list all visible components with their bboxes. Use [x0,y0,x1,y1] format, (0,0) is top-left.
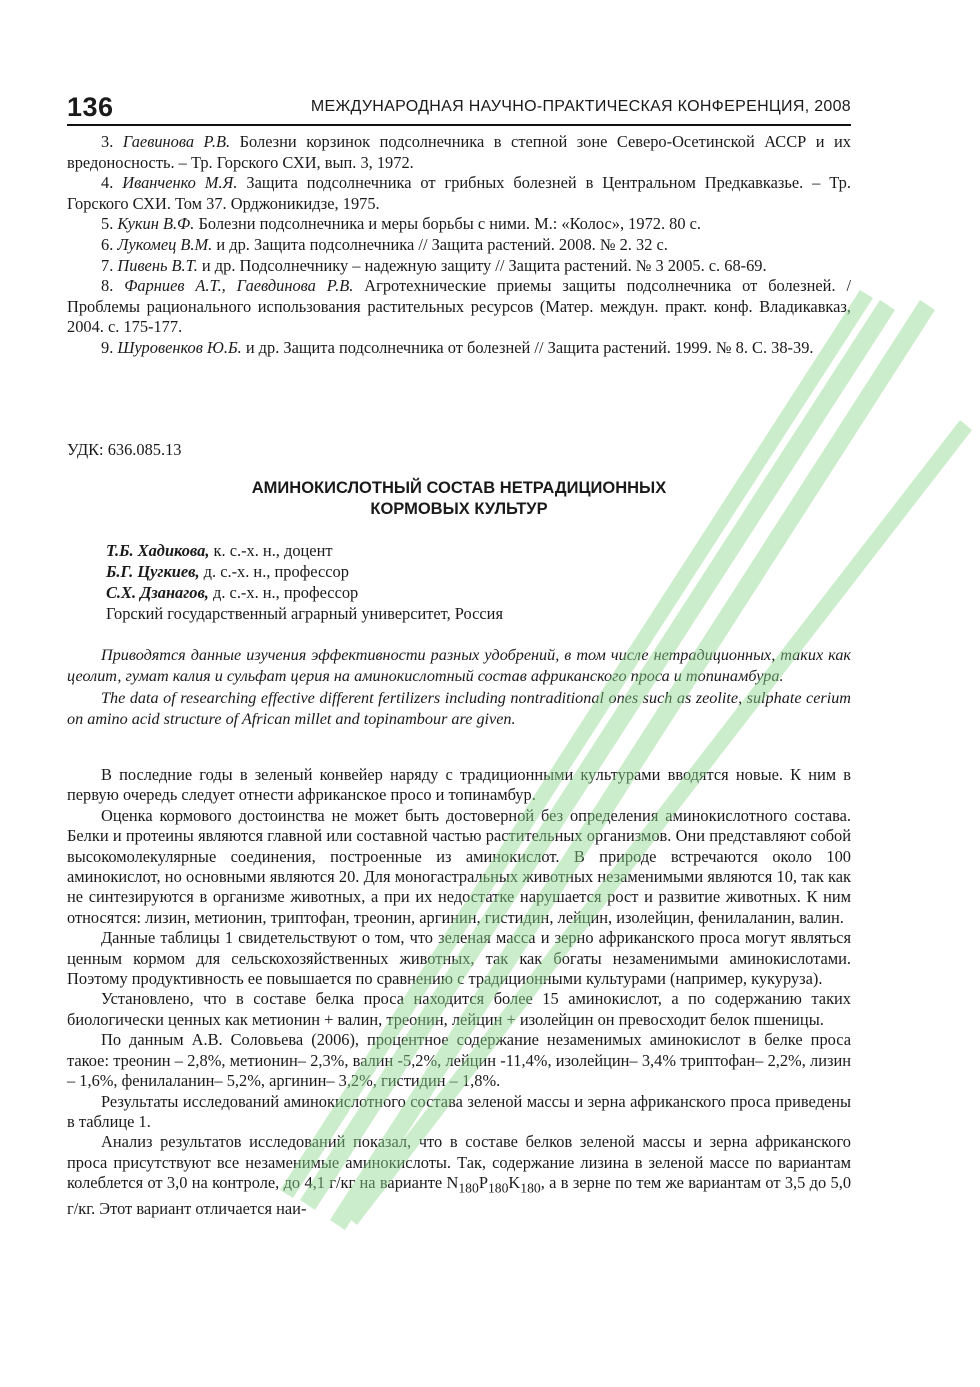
abstract [67,645,851,730]
article-title [67,478,851,520]
author-list [106,540,846,624]
body-paragraph: По данным А.В. Соловьева (2006), процентное содержание незаменимых аминокислот в белке проса такое: треонин – 2,8%, метионин– 2,3%, валин -5,2%, лейцин -11,4%, изолейцин– 3,4% триптофан– 2,2%, лизин – 1,6%, фенилаланин– 5,2%, аргинин– 3,2%, гистидин – 1,8%. [67,1030,851,1091]
author-name: Т.Б. Хадикова, [106,541,210,560]
article-body [67,765,851,1219]
reference-item: 5. Кукин В.Ф. Болезни подсолнечника и меры борьбы с ними. М.: «Колос», 1972. 80 с. [101,214,702,234]
author-name: Б.Г. Цугкиев, [106,562,200,581]
page-header [67,92,851,128]
author-name: С.Х. Дзанагов, [106,583,209,602]
reference-item: 9. Шуровенков Ю.Б. и др. Защита подсолнечника от болезней // Защита растений. 1999. № 8. С. 38-39. [101,337,814,357]
article-title-line: АМИНОКИСЛОТНЫЙ СОСТАВ НЕТРАДИЦИОННЫХ [251,479,667,497]
header-rule [67,124,851,126]
abstract-ru: Приводятся данные изучения эффективности разных удобрений, в том числе нетрадиционных, таких как цеолит, гумат калия и сульфат церия на аминокислотный состав африканского проса и топинамбура. [67,646,851,686]
reference-list [67,132,851,359]
author-entry: Т.Б. Хадикова, к. с.-х. н., доцент [106,541,333,560]
body-paragraph: В последние годы в зеленый конвейер наряду с традиционными культурами вводятся новые. К ним в первую очередь следует отнести африканское просо и топинамбур. [67,765,851,805]
article-title-line: КОРМОВЫХ КУЛЬТУР [370,500,548,518]
body-paragraph: Установлено, что в составе белка проса находится более 15 аминокислот, а по содержанию таких биологически ценных как метионин + валин, треонин, лейцин + изолейцин он превосходит белок пшеницы. [67,989,851,1029]
reference-item: 4. Иванченко М.Я. Защита подсолнечника от грибных болезней в Центральном Предкавказье. – Тр. Горского СХИ. Том 37. Орджоникидзе, 1975. [67,173,851,213]
reference-item: 3. Гаевинова Р.В. Болезни корзинок подсолнечника в степной зоне Северо-Осетинской АССР и их вредоносность. – Тр. Горского СХИ, вып. 3, 1972. [67,132,851,172]
affiliation: Горский государственный аграрный университет, Россия [106,604,503,623]
author-entry: Б.Г. Цугкиев, д. с.-х. н., профессор [106,562,349,581]
body-paragraph: Анализ результатов исследований показал, что в составе белков зеленой массы и зерна африканского проса присутствуют все незаменимые аминокислоты. Так, содержание лизина в зеленой массе по вариантам колеблется от 3,0 на контроле, до 4,1 г/кг на варианте $N_{180}P_{180}K_{180}$, а в зерне по тем же вариантам от 3,5 до 5,0 г/кг. Этот вариант отличается наи- [67,1132,852,1218]
page-number: 136 [67,92,114,122]
body-paragraph: Оценка кормового достоинства не может быть достоверной без определения аминокислотного состава. Белки и протеины являются главной или составной частью растительных организмов. Они представляют собой высокомолекулярные соединения, построенные из аминокислот. В природе встречаются около 100 аминокислот, но основными являются 20. Для моногастральных животных незаменимыми являются 10, так как не синтезируются в организме животных, а при их недостатке нарушается рост и развитие животных. К ним относятся: лизин, метионин, триптофан, треонин, аргинин, гистидин, лейцин, изолейцин, фенилаланин, валин. [67,805,851,927]
body-paragraph: Данные таблицы 1 свидетельствуют о том, что зеленая масса и зерно африканского проса могут являться ценным кормом для сельскохозяйственных животных, так как богаты незаменимыми аминокислотами. Поэтому продуктивность ее повышается по сравнению с традиционными культурами (например, кукуруза). [67,928,851,989]
abstract-en: The data of researching effective different fertilizers including nontraditional ones such as zeolite, sulphate cerium on amino acid structure of African millet and topinambour are given. [67,688,851,728]
body-paragraph: Результаты исследований аминокислотного состава зеленой массы и зерна африканского проса приведены в таблице 1. [67,1091,851,1131]
reference-item: 8. Фарниев А.Т., Гаевдинова Р.В. Агротехнические приемы защиты подсолнечника от болезней. / Проблемы рационального использования растительных ресурсов (Матер. междун. практ. конф. Владикавказ, 2004. с. 175-177. [67,276,852,337]
reference-item: 7. Пивень В.Т. и др. Подсолнечнику – надежную защиту // Защита растений. № 3 2005. с. 68-69. [101,255,767,275]
author-entry: С.Х. Дзанагов, д. с.-х. н., профессор [106,583,359,602]
reference-item: 6. Лукомец В.М. и др. Защита подсолнечника // Защита растений. 2008. № 2. 32 с. [101,234,668,254]
running-title: МЕЖДУНАРОДНАЯ НАУЧНО-ПРАКТИЧЕСКАЯ КОНФЕРЕНЦИЯ, 2008 [310,98,851,115]
udk-code: УДК: 636.085.13 [67,440,182,459]
